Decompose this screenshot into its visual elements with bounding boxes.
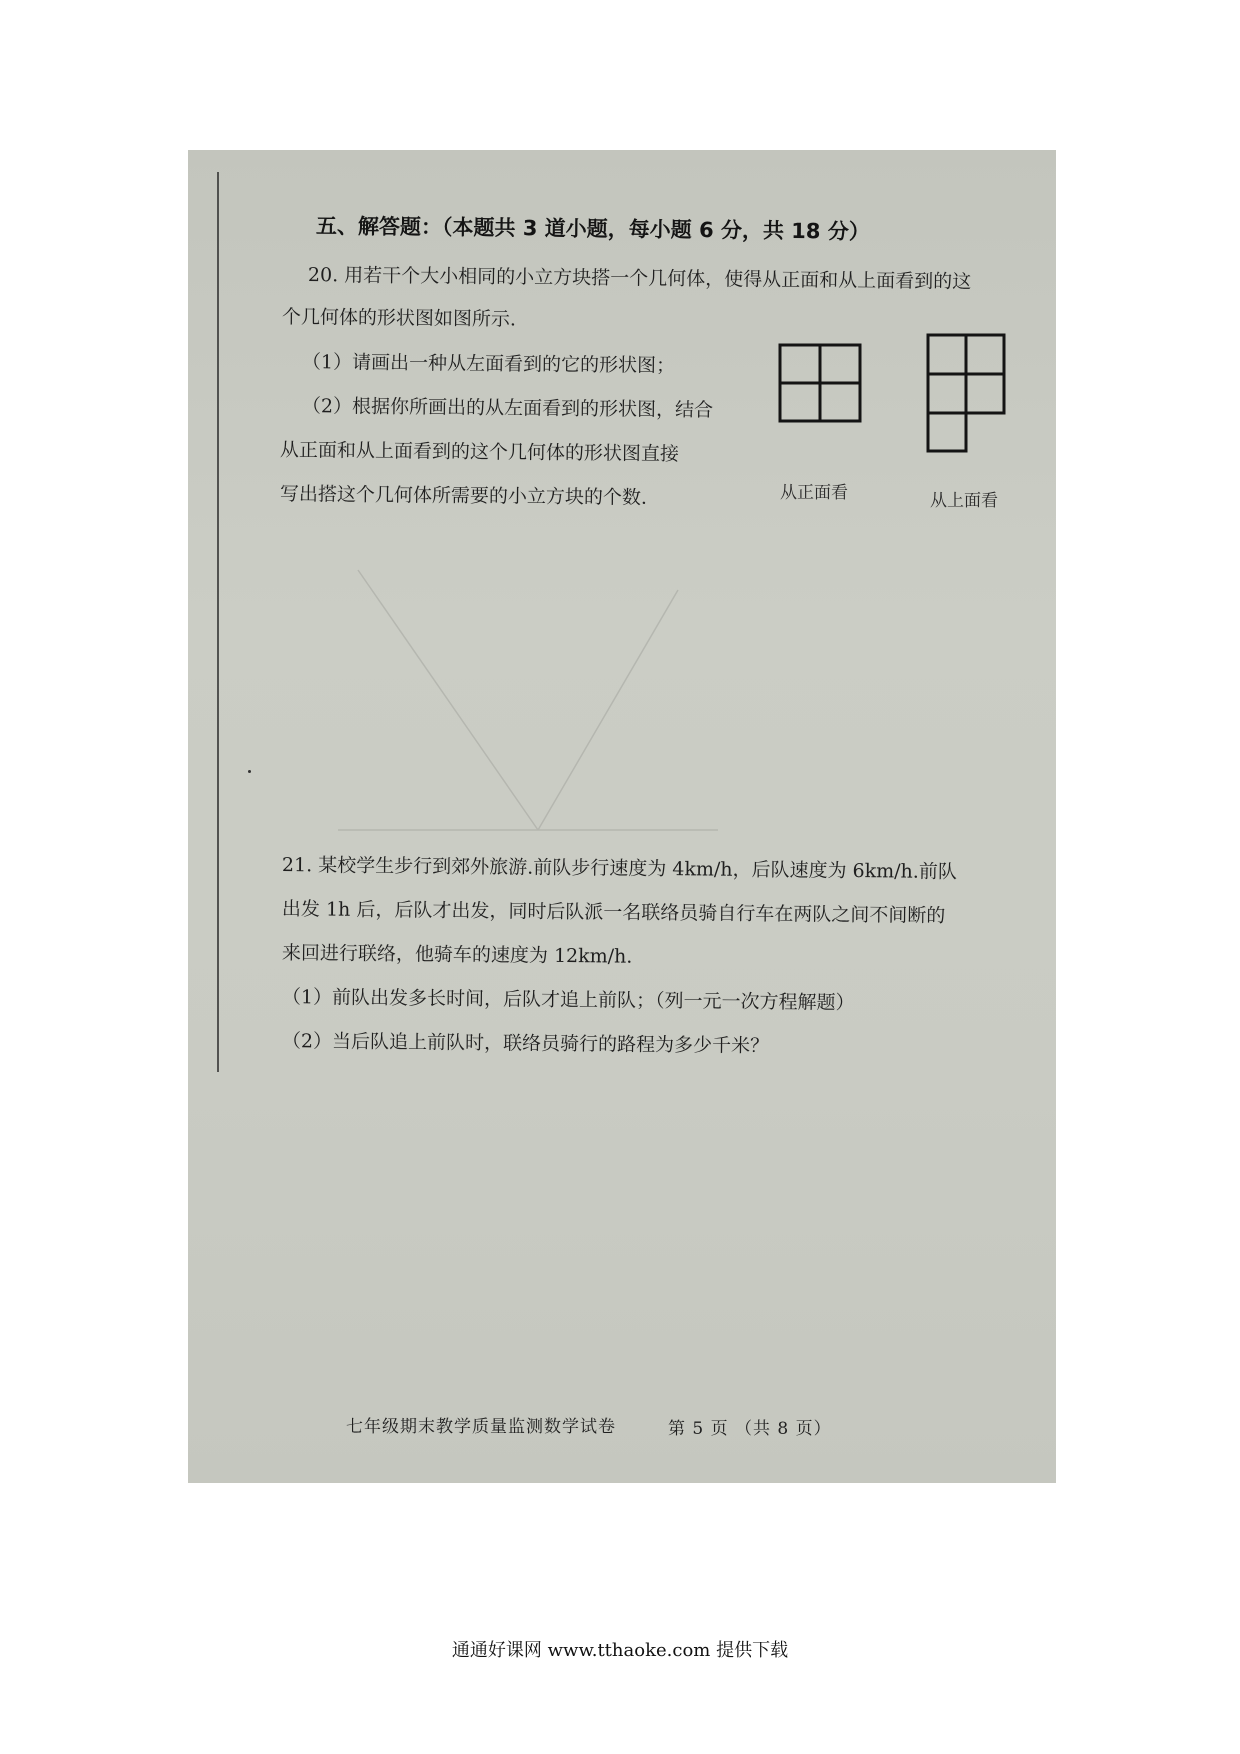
q20-part-1: （1）请画出一种从左面看到的它的形状图； bbox=[301, 351, 676, 377]
q21-line-2: 出发 1h 后，后队才出发，同时后队派一名联络员骑自行车在两队之间不间断的 bbox=[281, 898, 946, 927]
q21-part-2: （2）当后队追上前队时，联络员骑行的路程为多少千米？ bbox=[281, 1030, 770, 1058]
exam-page-photo bbox=[188, 150, 1056, 1483]
top-view-figure bbox=[926, 333, 1006, 457]
exam-name-footer: 七年级期末教学质量监测数学试卷 bbox=[346, 1417, 616, 1437]
section-title: 五、解答题：（本题共 3 道小题，每小题 6 分，共 18 分） bbox=[315, 214, 870, 244]
q21-part-1: （1）前队出发多长时间，后队才追上前队；（列一元一次方程解题） bbox=[281, 986, 855, 1014]
q20-part-2-line-1: （2）根据你所画出的从左面看到的形状图，结合 bbox=[301, 395, 714, 422]
q20-line-2: 个几何体的形状图如图所示. bbox=[281, 306, 517, 331]
q20-part-2-line-3: 写出搭这个几何体所需要的小立方块的个数. bbox=[279, 483, 648, 509]
top-view-caption: 从上面看 bbox=[930, 491, 998, 511]
q20-line-1: 20. 用若干个大小相同的小立方块搭一个几何体，使得从正面和从上面看到的这 bbox=[307, 264, 972, 293]
bleed-through-lines bbox=[338, 530, 838, 850]
front-view-caption: 从正面看 bbox=[780, 483, 848, 503]
q21-line-3: 来回进行联络，他骑车的速度为 12km/h. bbox=[281, 942, 633, 968]
site-footer: 通通好课网 www.tthaoke.com 提供下载 bbox=[451, 1640, 789, 1661]
q21-line-1: 21. 某校学生步行到郊外旅游.前队步行速度为 4km/h，后队速度为 6km/h.前队 bbox=[281, 854, 957, 884]
front-view-figure bbox=[778, 343, 862, 427]
binding-margin-line bbox=[217, 172, 219, 1072]
page-number-footer: 第 5 页 （共 8 页） bbox=[668, 1419, 832, 1439]
q20-part-2-line-2: 从正面和从上面看到的这个几何体的形状图直接 bbox=[279, 439, 680, 466]
speck bbox=[248, 770, 251, 773]
